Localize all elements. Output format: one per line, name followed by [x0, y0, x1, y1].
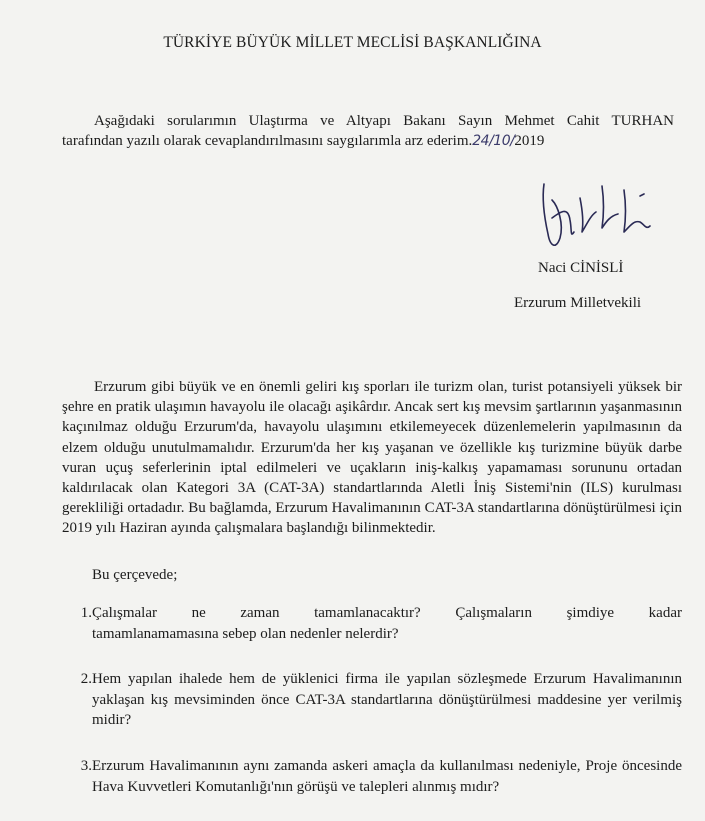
- question-number: 1.: [80, 605, 92, 621]
- question-text: [92, 603, 682, 644]
- question-number: 2.: [80, 671, 92, 687]
- intro-line-2: [62, 131, 674, 151]
- question-item: [62, 603, 682, 644]
- question-item: [62, 669, 682, 731]
- question-text: Hem yapılan ihalede hem de yüklenici firma ile yapılan sözleşmede Erzurum Havalimanının yaklaşan kış mevsiminden önce CAT-3A standartlarına dönüştürülmesi maddesine yer verilmiş midir?: [92, 671, 682, 728]
- question-1-line-1: Çalışmalar ne zaman tamamlanacaktır? Çalışmaların şimdiye kadar: [92, 605, 682, 621]
- date-year: 2019: [514, 133, 545, 149]
- body-paragraph: Erzurum gibi büyük ve en önemli geliri kış sporları ile turizm olan, turist potansiyeli yüksek bir şehre en pratik ulaşımın havayolu ile olacağı aşikârdır. Ancak sert kış mevsim şartlarının yaşanmasının kaçınılmaz olduğu Erzurum'da, havayolu ulaşımını etkilemeyecek düzenlemelerin yapılmasının da elzem olduğu unutulmamalıdır. Erzurum'da her kış yaşanan ve özellikle kış turizmine büyük darbe vuran uçuş seferlerinin iptal edilmeleri ve uçakların iniş-kalkış yapamaması sorununu ortadan kaldırılacak olan Kategori 3A (CAT-3A) standartlarında Aletli İniş Sistemi'nin (ILS) kurulması gerekliliği ortadadır. Bu bağlamda, Erzurum Havalimanının CAT-3A standartlarına dönüştürülmesi için 2019 yılı Haziran ayında çalışmalara başlandığı bilinmektedir.: [62, 379, 682, 537]
- signer-name: Naci CİNİSLİ: [538, 260, 624, 276]
- signer-title: Erzurum Milletvekili: [514, 295, 642, 311]
- intro-paragraph: [62, 111, 674, 151]
- handwritten-signature: [522, 176, 672, 256]
- question-item: [62, 756, 682, 797]
- intro-line-2-text: tarafından yazılı olarak cevaplandırılmasını saygılarımla arz ederim.: [62, 133, 473, 149]
- question-text: Erzurum Havalimanının aynı zamanda askeri amaçla da kullanılması nedeniyle, Proje öncesinde Hava Kuvvetleri Komutanlığı'nın görüşü ve talepleri alınmış mıdır?: [92, 758, 682, 795]
- question-number: 3.: [80, 758, 92, 774]
- document-title: TÜRKİYE BÜYÜK MİLLET MECLİSİ BAŞKANLIĞINA: [163, 34, 542, 51]
- question-1-rest: tamamlanamamasına sebep olan nedenler nelerdir?: [92, 625, 399, 642]
- handwritten-date: 24/10/: [472, 133, 515, 149]
- intro-line-1: Aşağıdaki sorularımın Ulaştırma ve Altyapı Bakanı Sayın Mehmet Cahit TURHAN: [94, 113, 674, 129]
- framing-text: Bu çerçevede;: [92, 567, 178, 583]
